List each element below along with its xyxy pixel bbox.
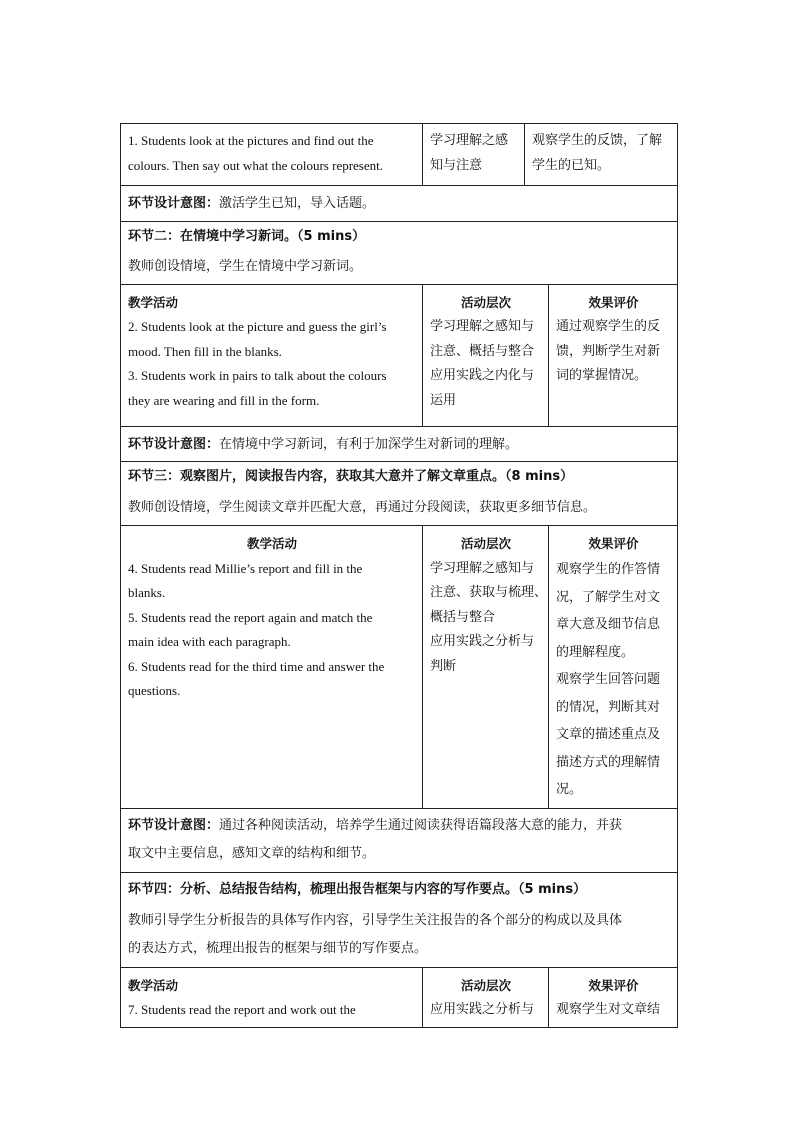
activity-line: blanks. — [128, 585, 166, 600]
design-intent-cell — [121, 426, 678, 462]
activity-line: 7. Students read the report and work out the — [128, 1002, 356, 1017]
evaluation-header: 效果评价 — [588, 536, 639, 551]
level-line: 注意、概括与整合 — [430, 343, 535, 359]
design-intent-row-1 — [121, 186, 678, 222]
level-cell — [423, 124, 525, 186]
section-description: 教师创设情境，学生阅读文章并匹配大意，再通过分段阅读，获取更多细节信息。 — [128, 499, 597, 515]
design-intent-label: 环节设计意图： — [128, 817, 220, 833]
level-header: 活动层次 — [460, 294, 511, 310]
activity-block-3 — [121, 526, 678, 809]
evaluation-cell — [549, 967, 678, 1027]
level-line: 应用实践之内化与 — [430, 368, 535, 383]
level-line: 学习理解之感 — [430, 133, 509, 148]
design-intent-row-2 — [121, 426, 678, 462]
evaluation-line: 文章的描述重点及 — [556, 727, 661, 742]
evaluation-cell — [549, 526, 678, 809]
activity-line: they are wearing and fill in the form. — [128, 392, 320, 408]
evaluation-line: 况。 — [556, 782, 583, 797]
evaluation-line: 描述方式的理解情 — [556, 754, 661, 770]
design-intent-text: 通过各种阅读活动，培养学生通过阅读获得语篇段落大意的能力，并获 — [219, 817, 623, 833]
activity-line: 3. Students work in pairs to talk about the colours — [128, 368, 387, 383]
activity-line: mood. Then fill in the blanks. — [128, 343, 282, 359]
section-description: 教师创设情境，学生在情境中学习新词。 — [128, 259, 363, 274]
evaluation-header: 效果评价 — [588, 294, 639, 310]
level-line: 判断 — [430, 658, 457, 674]
activity-header: 教学活动 — [128, 294, 179, 310]
level-line: 学习理解之感知与 — [430, 319, 535, 334]
evaluation-line: 词的掌握情况。 — [556, 368, 648, 383]
activity-line: 2. Students look at the picture and guess the girl’s — [128, 319, 387, 334]
design-intent-cell — [121, 186, 678, 222]
activity-header: 教学活动 — [128, 977, 179, 993]
activity-line: questions. — [128, 683, 181, 698]
design-intent-cell — [121, 808, 678, 872]
section-description: 的表达方式，梳理出报告的框架与细节的写作要点。 — [128, 940, 428, 956]
level-line: 应用实践之分析与 — [430, 634, 535, 649]
activity-row-1 — [121, 124, 678, 186]
design-intent-row-3 — [121, 808, 678, 872]
activity-line: main idea with each paragraph. — [128, 634, 291, 649]
design-intent-text: 在情境中学习新词，有利于加深学生对新词的理解。 — [219, 436, 519, 452]
level-cell — [423, 526, 549, 809]
activity-header: 教学活动 — [246, 536, 297, 551]
evaluation-line: 的情况，判断其对 — [556, 699, 661, 715]
activity-line: 4. Students read Millie’s report and fill in the — [128, 560, 363, 576]
design-intent-text: 激活学生已知，导入话题。 — [219, 196, 376, 211]
level-line: 运用 — [430, 392, 457, 408]
activity-line: 6. Students read for the third time and answer the — [128, 658, 385, 674]
section-title: 环节三：观察图片，阅读报告内容，获取其大意并了解文章重点。（8 mins） — [128, 469, 574, 484]
activity-block-2 — [121, 284, 678, 426]
section-title: 环节四：分析、总结报告结构，梳理出报告框架与内容的写作要点。（5 mins） — [128, 881, 587, 897]
activity-line: 1. Students look at the pictures and find out the — [128, 133, 374, 148]
evaluation-line: 馈，判断学生对新 — [556, 343, 661, 359]
activity-block-4 — [121, 967, 678, 1027]
level-line: 应用实践之分析与 — [430, 1002, 535, 1017]
activity-cell — [121, 284, 423, 426]
activity-cell — [121, 124, 423, 186]
section-3-row — [121, 462, 678, 526]
activity-line: colours. Then say out what the colours represent. — [128, 157, 383, 173]
section-2-cell — [121, 221, 678, 284]
evaluation-line: 观察学生回答问题 — [556, 672, 661, 687]
evaluation-header: 效果评价 — [588, 977, 639, 993]
level-cell — [423, 967, 549, 1027]
level-line: 知与注意 — [430, 157, 483, 173]
activity-cell — [121, 526, 423, 809]
level-line: 概括与整合 — [430, 609, 496, 625]
section-title: 环节二：在情境中学习新词。（5 mins） — [128, 228, 366, 244]
evaluation-line: 的理解程度。 — [556, 644, 635, 660]
activity-line: 5. Students read the report again and match the — [128, 609, 373, 625]
evaluation-cell — [525, 124, 678, 186]
evaluation-line: 况，了解学生对文 — [556, 589, 661, 605]
evaluation-cell — [549, 284, 678, 426]
section-description: 教师引导学生分析报告的具体写作内容，引导学生关注报告的各个部分的构成以及具体 — [128, 912, 623, 928]
design-intent-text: 取文中主要信息，感知文章的结构和细节。 — [128, 845, 376, 861]
level-cell — [423, 284, 549, 426]
activity-cell — [121, 967, 423, 1027]
level-header: 活动层次 — [460, 536, 511, 551]
lesson-plan-table — [120, 123, 678, 1028]
evaluation-line: 观察学生的作答情 — [556, 562, 661, 577]
level-header: 活动层次 — [460, 977, 511, 993]
evaluation-line: 通过观察学生的反 — [556, 319, 661, 334]
evaluation-line: 学生的已知。 — [532, 157, 611, 173]
evaluation-line: 章大意及细节信息 — [556, 617, 661, 632]
level-line: 学习理解之感知与 — [430, 560, 535, 576]
design-intent-label: 环节设计意图： — [128, 436, 220, 452]
evaluation-line: 观察学生对文章结 — [556, 1002, 661, 1017]
design-intent-label: 环节设计意图： — [128, 196, 220, 211]
section-3-cell — [121, 462, 678, 526]
section-4-row — [121, 872, 678, 967]
level-line: 注意、获取与梳理、 — [430, 585, 548, 600]
evaluation-line: 观察学生的反馈，了解 — [532, 133, 663, 148]
section-2-row — [121, 221, 678, 284]
section-4-cell — [121, 872, 678, 967]
